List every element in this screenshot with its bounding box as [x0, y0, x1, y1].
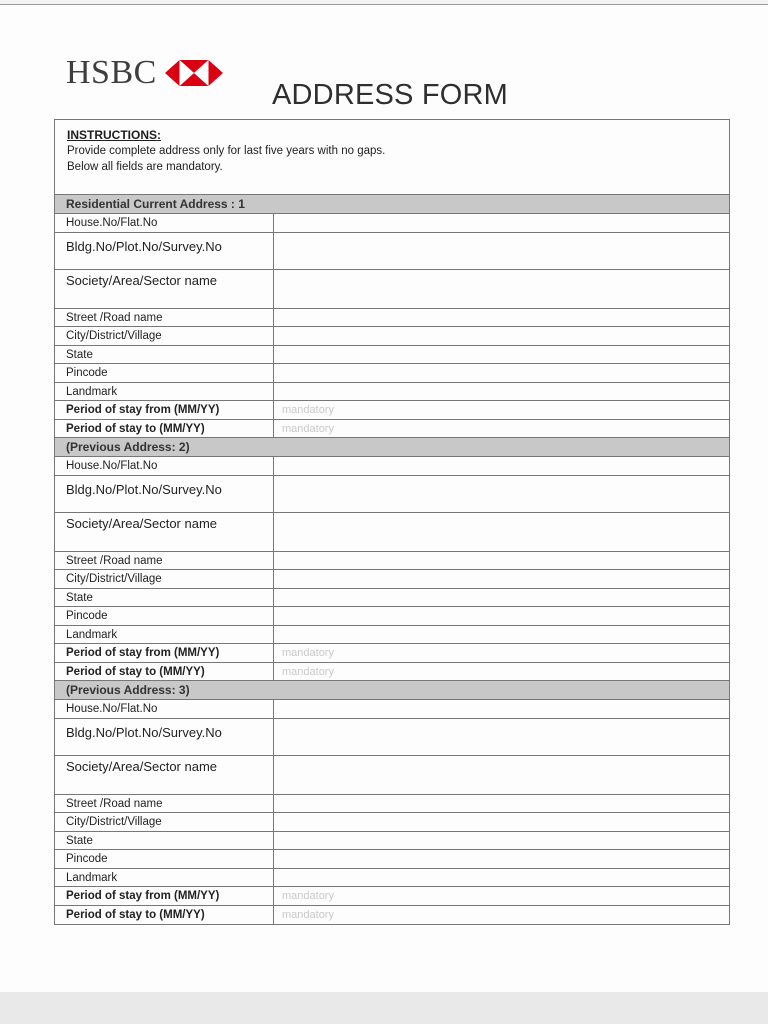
field-value[interactable]: [274, 383, 729, 401]
form-row: [55, 364, 729, 383]
form-row: [55, 813, 729, 832]
field-value[interactable]: mandatory: [282, 647, 334, 659]
document-page: [0, 4, 768, 993]
field-label: Street /Road name: [55, 552, 274, 570]
form-title: ADDRESS FORM: [272, 79, 509, 111]
section-header: Residential Current Address : 1: [55, 195, 729, 214]
field-label: Period of stay from (MM/YY): [55, 644, 274, 662]
field-label: Pincode: [55, 364, 274, 382]
field-label: Society/Area/Sector name: [55, 270, 274, 308]
field-label: Landmark: [55, 383, 274, 401]
form-row: [55, 906, 729, 925]
field-value[interactable]: [274, 719, 729, 755]
field-value[interactable]: [274, 513, 729, 551]
field-label: Bldg.No/Plot.No/Survey.No: [55, 476, 274, 512]
address-sections: [55, 195, 729, 924]
form-row: [55, 663, 729, 682]
field-label: Period of stay from (MM/YY): [55, 887, 274, 905]
form-row: [55, 832, 729, 851]
form-row: [55, 401, 729, 420]
field-value[interactable]: mandatory: [282, 404, 334, 416]
field-value[interactable]: mandatory: [282, 908, 334, 921]
hsbc-hexagon-icon: [165, 60, 223, 86]
field-label: State: [55, 589, 274, 607]
instructions-heading: INSTRUCTIONS:: [67, 128, 161, 142]
field-label: City/District/Village: [55, 570, 274, 588]
field-value[interactable]: mandatory: [282, 422, 334, 435]
field-value[interactable]: [274, 869, 729, 887]
field-label: State: [55, 832, 274, 850]
field-label: House.No/Flat.No: [55, 457, 274, 475]
instructions-line-2: Below all fields are mandatory.: [67, 161, 223, 173]
field-label: Landmark: [55, 626, 274, 644]
field-label: Society/Area/Sector name: [55, 513, 274, 551]
field-label: House.No/Flat.No: [55, 214, 274, 232]
instructions-block: [55, 120, 729, 195]
field-value[interactable]: mandatory: [282, 890, 334, 902]
field-value[interactable]: [274, 832, 729, 850]
field-value[interactable]: [274, 795, 729, 813]
form-row: [55, 589, 729, 608]
field-value[interactable]: [274, 626, 729, 644]
field-label: Period of stay from (MM/YY): [55, 401, 274, 419]
field-label: City/District/Village: [55, 813, 274, 831]
field-label: State: [55, 346, 274, 364]
form-row: [55, 887, 729, 906]
field-label: Street /Road name: [55, 309, 274, 327]
field-value[interactable]: [274, 570, 729, 588]
section-header: (Previous Address: 2): [55, 438, 729, 457]
field-value[interactable]: [274, 309, 729, 327]
logo-text: HSBC: [66, 54, 157, 91]
form-row: [55, 795, 729, 814]
form-row: [55, 457, 729, 476]
form-row: [55, 214, 729, 233]
form-row: [55, 719, 729, 756]
form-row: [55, 420, 729, 439]
field-value[interactable]: [274, 589, 729, 607]
form-row: [55, 850, 729, 869]
form-row: [55, 700, 729, 719]
field-label: House.No/Flat.No: [55, 700, 274, 718]
field-value[interactable]: [274, 270, 729, 308]
form-row: [55, 607, 729, 626]
field-value[interactable]: [274, 233, 729, 269]
form-row: [55, 570, 729, 589]
field-value[interactable]: [274, 850, 729, 868]
instructions-line-1: Provide complete address only for last five years with no gaps.: [67, 145, 386, 157]
form-row: [55, 346, 729, 365]
form-row: [55, 327, 729, 346]
field-label: Period of stay to (MM/YY): [55, 420, 274, 438]
field-label: Society/Area/Sector name: [55, 756, 274, 794]
field-label: Landmark: [55, 869, 274, 887]
form-row: [55, 756, 729, 795]
field-value[interactable]: [274, 457, 729, 475]
field-value[interactable]: [274, 813, 729, 831]
form-row: [55, 552, 729, 571]
hsbc-logo: [66, 53, 223, 93]
field-label: Bldg.No/Plot.No/Survey.No: [55, 233, 274, 269]
field-value[interactable]: [274, 607, 729, 625]
field-value[interactable]: [274, 476, 729, 512]
field-value[interactable]: [274, 552, 729, 570]
address-form-table: [54, 119, 730, 925]
form-row: [55, 626, 729, 645]
field-label: Period of stay to (MM/YY): [55, 663, 274, 681]
form-row: [55, 309, 729, 328]
form-row: [55, 476, 729, 513]
field-value[interactable]: [274, 364, 729, 382]
field-value[interactable]: mandatory: [282, 665, 334, 678]
form-row: [55, 383, 729, 402]
form-row: [55, 270, 729, 309]
scan-bottom-margin: [0, 992, 768, 1024]
form-row: [55, 644, 729, 663]
field-value[interactable]: [274, 214, 729, 232]
field-label: Period of stay to (MM/YY): [55, 906, 274, 925]
field-label: Bldg.No/Plot.No/Survey.No: [55, 719, 274, 755]
field-label: Pincode: [55, 850, 274, 868]
section-header: (Previous Address: 3): [55, 681, 729, 700]
field-label: City/District/Village: [55, 327, 274, 345]
field-value[interactable]: [274, 346, 729, 364]
field-label: Street /Road name: [55, 795, 274, 813]
form-row: [55, 869, 729, 888]
field-value[interactable]: [274, 700, 729, 718]
form-row: [55, 233, 729, 270]
field-label: Pincode: [55, 607, 274, 625]
field-value[interactable]: [274, 756, 729, 794]
field-value[interactable]: [274, 327, 729, 345]
form-row: [55, 513, 729, 552]
